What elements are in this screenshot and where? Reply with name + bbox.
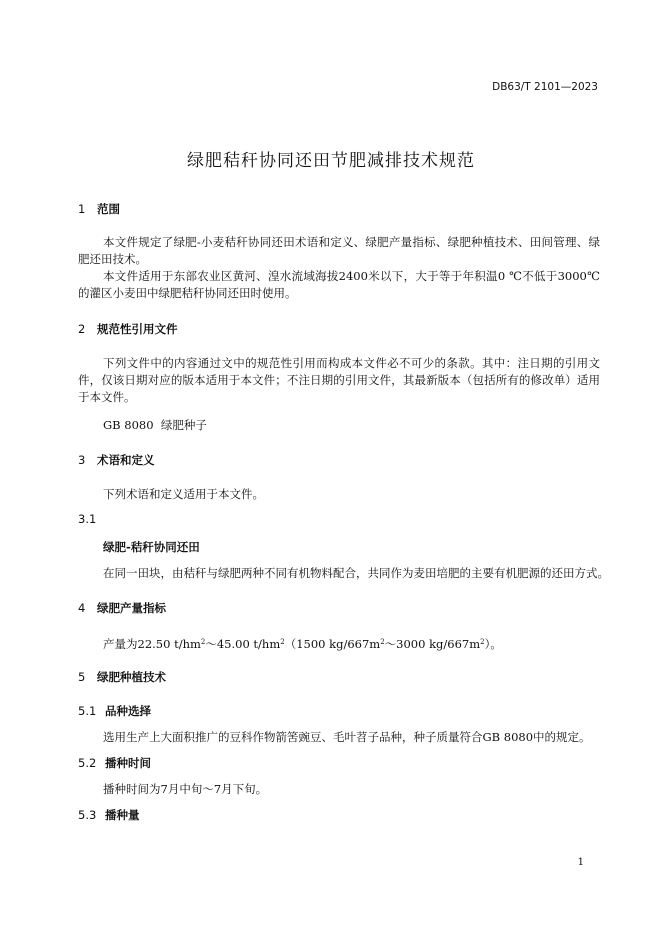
subsection-number: 5.2 [78,756,97,770]
subsection-5-1-paragraph: 选用生产上大面积推广的豆科作物箭筈豌豆、毛叶苕子品种，种子质量符合GB 8080中的规定。 [103,730,591,744]
section-3-paragraph-1: 下列术语和定义适用于本文件。 [103,487,264,501]
section-title: 范围 [97,202,120,216]
section-5-heading [78,669,166,685]
subsection-title: 播种量 [105,808,140,822]
section-number: 5 [78,670,86,684]
term-definition: 在同一田块，由秸秆与绿肥两种不同有机物料配合，共同作为麦田培肥的主要有机肥源的还田方式。 [103,566,609,580]
normative-reference: GB 8080 绿肥种子 [103,418,207,432]
section-4-paragraph: 产量为22.50 $t/hm^2\sim 45.00$ $t/hm^2(1500$ $kg/667m^2\sim 3000$ $kg/667m^2$）。 [103,637,502,651]
section-1-paragraph-1: 本文件规定了绿肥-小麦秸秆协同还田术语和定义、绿肥产量指标、绿肥种植技术、田间管理、绿肥还田技术。 [78,235,600,266]
section-number: 2 [78,322,86,336]
section-number: 1 [78,202,86,216]
subsection-5-2-paragraph: 播种时间为7月中旬～7月下旬。 [103,782,268,796]
subsection-title: 播种时间 [105,756,151,770]
section-1-paragraph-2: 本文件适用于东部农业区黄河、湟水流域海拔2400米以下，大于等于年积温0 ℃不低于3000℃的灌区小麦田中绿肥秸秆协同还田时使用。 [78,269,600,300]
document-code: DB63/T 2101—2023 [492,81,598,93]
page-number: 1 [577,857,584,868]
section-number: 4 [78,601,86,615]
section-2-heading [78,321,178,337]
subsection-number: 5.1 [78,704,97,718]
subsection-number: 5.3 [78,808,97,822]
term-name: 绿肥-秸秆协同还田 [103,540,200,554]
subsection-5-2-heading [78,755,151,771]
section-4-heading [78,600,166,616]
document-title: 绿肥秸秆协同还田节肥减排技术规范 [187,151,475,171]
section-title: 绿肥种植技术 [97,670,166,684]
subsection-title: 品种选择 [105,704,151,718]
section-title: 术语和定义 [97,453,155,467]
section-1-heading [78,201,120,217]
subsection-5-1-heading [78,703,151,719]
section-2-paragraph-1: 下列文件中的内容通过文中的规范性引用而构成本文件必不可少的条款。其中：注日期的引用文件，仅该日期对应的版本适用于本文件；不注日期的引用文件，其最新版本（包括所有的修改单）适用于本文件。 [78,356,600,404]
subsection-3-1-number: 3.1 [78,512,97,526]
section-title: 规范性引用文件 [97,322,178,336]
section-number: 3 [78,453,86,467]
subsection-5-3-heading [78,807,140,823]
section-title: 绿肥产量指标 [97,601,166,615]
section-3-heading [78,452,155,468]
